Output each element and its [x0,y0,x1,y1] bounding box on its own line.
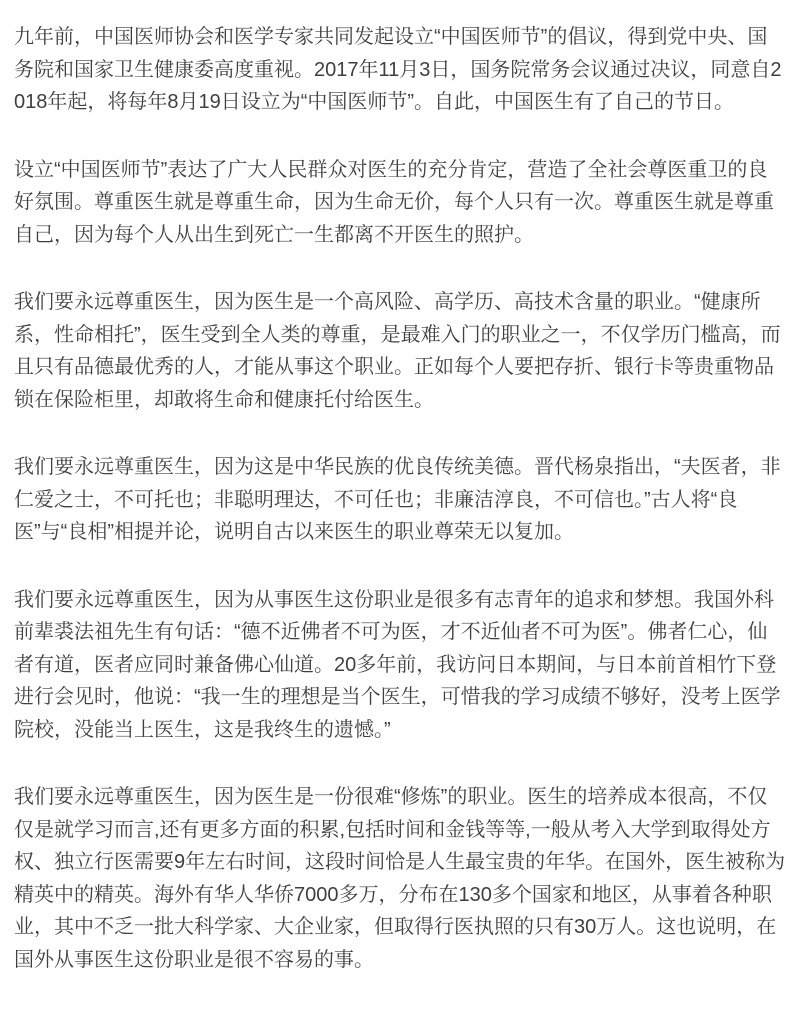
article-paragraph-hard-cultivation: 我们要永远尊重医生，因为医生是一份很难“修炼”的职业。医生的培养成本很高，不仅仅是就学习而言,还有更多方面的积累,包括时间和金钱等等,一般从考入大学到取得处方权、独立行医需要9年左右时间，这段时间恰是人生最宝贵的年华。在国外，医生被称为精英中的精英。海外有华人华侨7000多万，分布在130多个国家和地区，从事着各种职业，其中不乏一批大科学家、大企业家，但取得行医执照的只有30万人。这也说明，在国外从事医生这份职业是很不容易的事。 [14,786,786,971]
article-paragraph-dream-profession: 我们要永远尊重医生，因为从事医生这份职业是很多有志青年的追求和梦想。我国外科前辈裘法祖先生有句话：“德不近佛者不可为医，才不近仙者不可为医”。佛者仁心，仙者有道，医者应同时兼备佛心仙道。20多年前，我访问日本期间，与日本前首相竹下登进行会见时，他说：“我一生的理想是当个医生，可惜我的学习成绩不够好，没考上医学院校，没能当上医生，这是我终生的遗憾。” [14,588,781,741]
article-body [14,21,786,976]
article-paragraph-intro: 九年前，中国医师协会和医学专家共同发起设立“中国医师节”的倡议，得到党中央、国务院和国家卫生健康委高度重视。2017年11月3日，国务院常务会议通过决议，同意自2018年起，将每年8月19日设立为“中国医师节”。自此，中国医生有了自己的节日。 [14,26,782,113]
article-paragraph-high-risk-profession: 我们要永远尊重医生，因为医生是一个高风险、高学历、高技术含量的职业。“健康所系，性命相托”，医生受到全人类的尊重，是最难入门的职业之一，不仅学历门槛高，而且只有品德最优秀的人，才能从事这个职业。正如每个人要把存折、银行卡等贵重物品锁在保险柜里，却敢将生命和健康托付给医生。 [14,291,781,411]
article-paragraph-respect-life: 设立“中国医师节”表达了广大人民群众对医生的充分肯定，营造了全社会尊医重卫的良好氛围。尊重医生就是尊重生命，因为生命无价，每个人只有一次。尊重医生就是尊重自己，因为每个人从出生到死亡一生都离不开医生的照护。 [14,158,774,246]
article-paragraph-tradition: 我们要永远尊重医生，因为这是中华民族的优良传统美德。晋代杨泉指出，“夫医者，非仁爱之士，不可托也；非聪明理达，不可任也；非廉洁淳良，不可信也。”古人将“良医”与“良相”相提并论，说明自古以来医生的职业尊荣无以复加。 [14,456,781,543]
